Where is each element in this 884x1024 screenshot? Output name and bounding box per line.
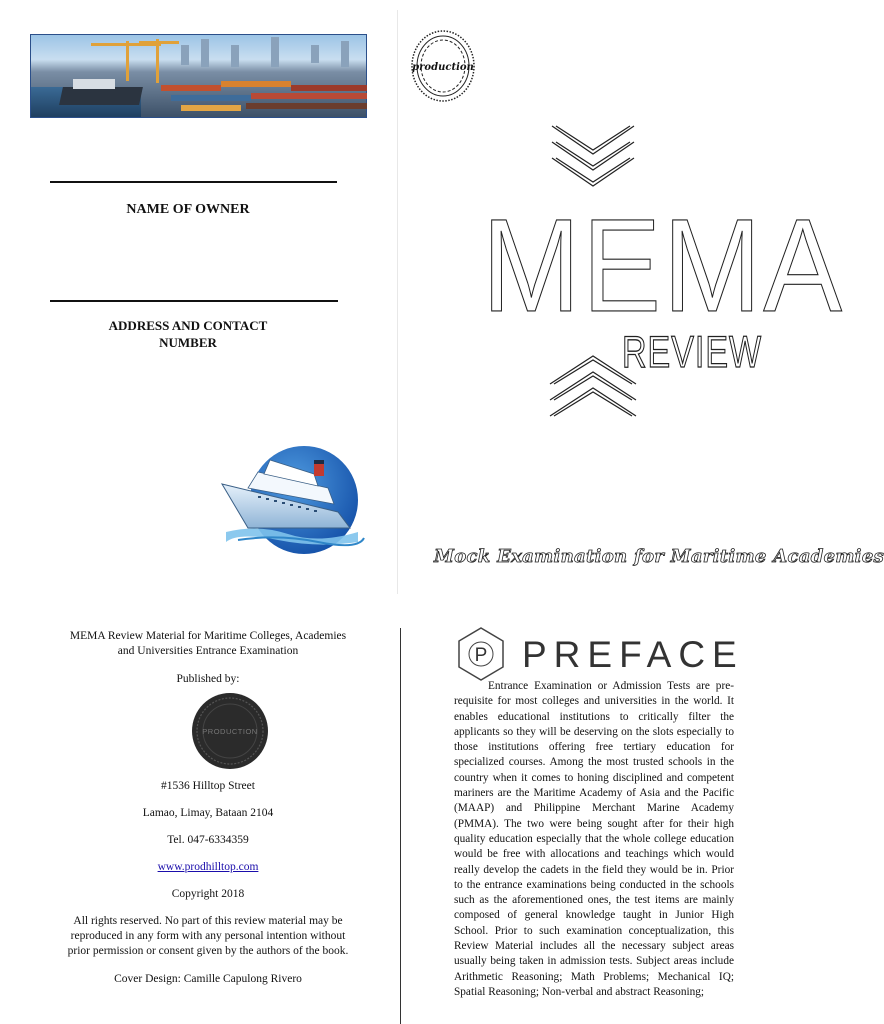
rights-line2: reproduced in any form with any personal intention without xyxy=(70,930,346,942)
front-cover-page xyxy=(398,10,884,594)
preface-body: Entrance Examination or Admission Tests are pre-requisite for most colleges and universities in the world. It enables educational institutions to critically filter the applicants so they will be deserving on the slots especially to those institutions offering free tertiary education for specialized courses. Among the most trusted schools in the country when it comes to honing disciplined and competent mariners are the Maritime Academy of Asia and the Pacific (MAAP) and Philippine Merchant Marine Academy (PMMA). The two were being sought after for their high quality education especially that the whole college education would be free with allocations and teachings which would really develop the cadets in the field they would be in. Prior to the entrance examinations being conducted in the schools such as the aforementioned ones, the test items are mainly composed of general knowledge taught in Junior High School. Prior to such examination conceptualization, this Review Material includes all the necessary subject areas usually being taken in admission tests. Subject areas include Arithmetic Reasoning; Math Problems; Mechanical IQ; Spatial Reasoning; Non-verbal and abstract Reasoning; xyxy=(454,680,734,998)
website-link[interactable]: www.prodhilltop.com xyxy=(157,861,259,873)
address-line xyxy=(50,300,338,302)
publisher-street: #1536 Hilltop Street xyxy=(161,780,255,792)
address-contact-label xyxy=(60,317,316,351)
book-title-line1: MEMA Review Material for Maritime Colleges, Academies xyxy=(69,630,347,642)
cover-design-credit: Cover Design: Camille Capulong Rivero xyxy=(114,973,302,985)
port-banner-image xyxy=(30,34,367,118)
chevron-down-icon xyxy=(548,120,638,192)
book-title-line2: and Universities Entrance Examination xyxy=(117,645,299,657)
preface-logo-letter: P xyxy=(474,645,488,666)
address-label-line1: ADDRESS AND CONTACT xyxy=(108,318,268,333)
publisher-city: Lamao, Limay, Bataan 2104 xyxy=(142,807,274,819)
preface-title: PREFACE xyxy=(522,634,744,675)
website-container xyxy=(40,860,376,875)
rights-line3: prior permission or consent given by the authors of the book. xyxy=(67,945,349,957)
preface-hexagon-icon xyxy=(456,626,506,682)
back-cover-page xyxy=(0,0,396,596)
seal-text: production xyxy=(412,62,474,73)
publisher-logo-text: PRODUCTION xyxy=(202,727,258,736)
copyright-page xyxy=(0,612,396,1024)
owner-name-label: NAME OF OWNER xyxy=(126,202,250,217)
published-by-label: Published by: xyxy=(176,673,240,685)
publisher-telephone: Tel. 047-6334359 xyxy=(167,834,249,846)
cover-tagline: Mock Examination for Maritime Academies xyxy=(434,546,884,567)
chevron-up-icon xyxy=(546,350,640,426)
owner-name-line xyxy=(50,181,337,183)
rights-line1: All rights reserved. No part of this review material may be xyxy=(73,915,343,927)
copyright-year: Copyright 2018 xyxy=(171,888,245,900)
mema-title: MEMA xyxy=(482,192,844,340)
cruise-ship-icon xyxy=(218,444,368,562)
production-seal-logo xyxy=(410,28,476,104)
preface-page xyxy=(404,612,768,1024)
publisher-logo xyxy=(190,691,270,771)
review-subtitle: REVIEW xyxy=(622,328,763,378)
address-label-line2: NUMBER xyxy=(159,335,217,350)
page-divider xyxy=(400,628,401,1024)
